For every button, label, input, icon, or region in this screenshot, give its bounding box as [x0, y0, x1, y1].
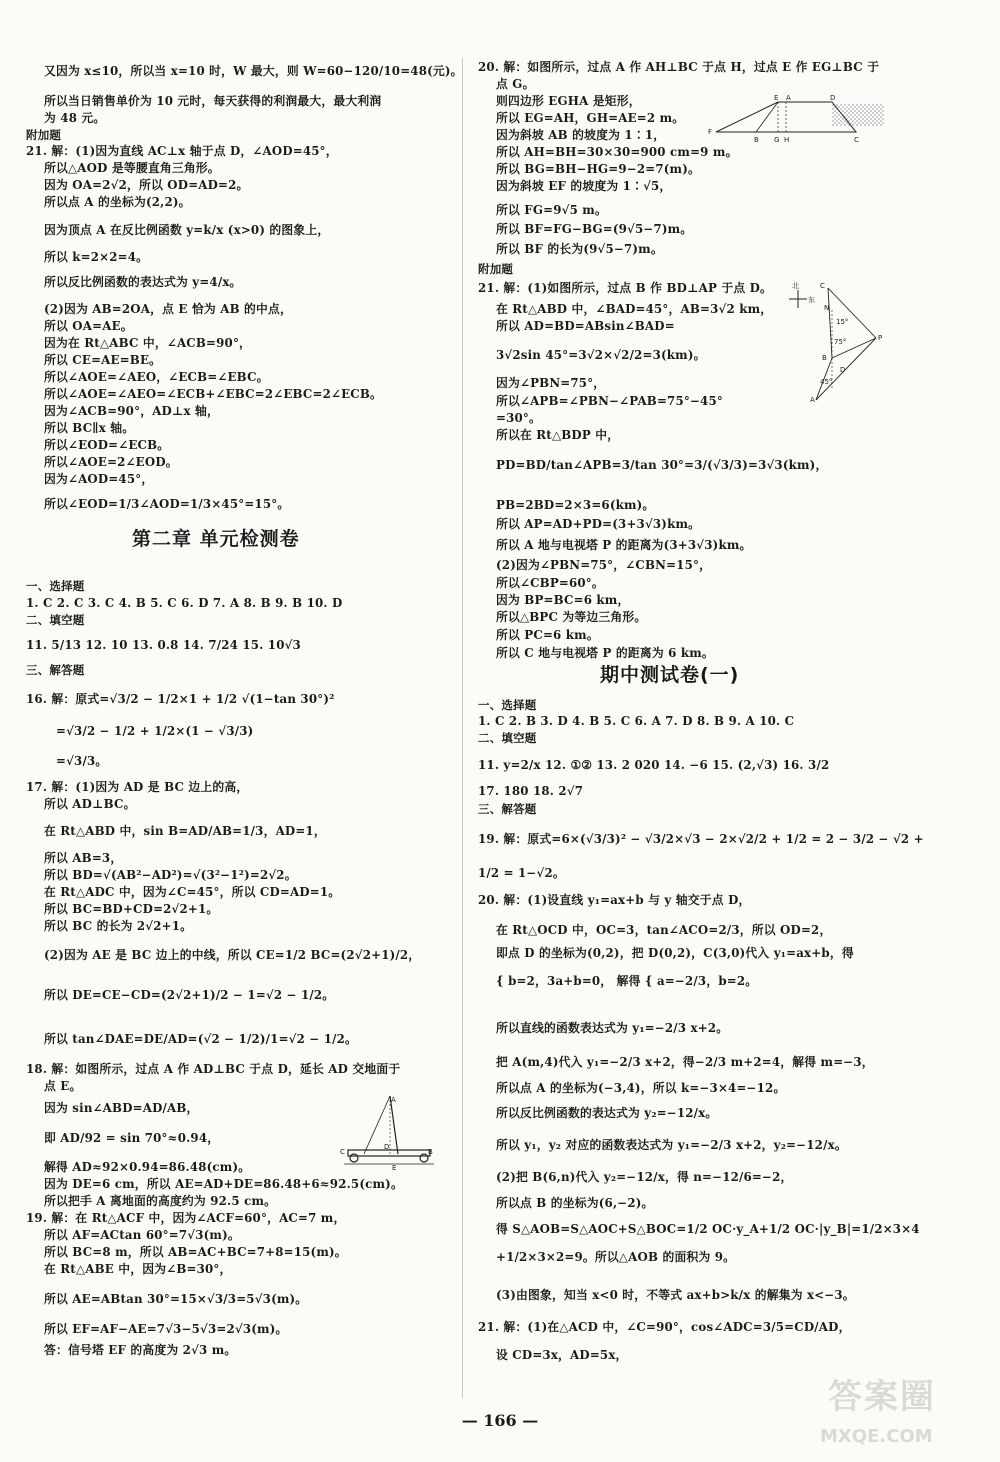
left-text-line: 1. C 2. C 3. C 4. B 5. C 6. D 7. A 8. B 9. B 10. D — [26, 596, 343, 610]
left-text-line: =√3/2 − 1/2 + 1/2×(1 − √3/3) — [56, 724, 254, 738]
compass-label-north: 北 — [792, 282, 799, 290]
compass-angle-45: 45° — [820, 378, 833, 386]
right-text-line: 20. 解：(1)设直线 y₁=ax+b 与 y 轴交于点 D， — [478, 893, 751, 907]
left-section-title: 一、选择题 — [26, 579, 85, 593]
right-text-line: =30°。 — [496, 411, 541, 425]
right-text-line: 19. 解：原式=6×(√3/3)² − √3/2×√3 − 2×√2/2 + 1/2 = 2 − 3/2 − √2 + — [478, 832, 924, 846]
compass-label-east: 东 — [808, 296, 815, 304]
right-text-line: 所以直线的函数表达式为 y₁=−2/3 x+2。 — [496, 1021, 729, 1035]
stroller-label-c: C — [340, 1148, 345, 1156]
left-text-line: 又因为 x≤10，所以当 x=10 时，W 最大，则 W=60−120/10=48(元)。 — [44, 64, 463, 78]
right-text-line: { b=2，3a+b=0， 解得 { a=−2/3，b=2。 — [496, 974, 758, 988]
right-text-line: 所以∠CBP=60°。 — [496, 576, 604, 590]
chapter-two-heading: 第二章 单元检测卷 — [132, 528, 300, 550]
right-text-line: 所以 FG=9√5 m。 — [496, 203, 607, 217]
left-text-line: 点 E。 — [44, 1079, 82, 1093]
left-text-line: 所以∠AOE=2∠EOD。 — [44, 455, 178, 469]
left-text-line: 所以 BC=8 m，所以 AB=AC+BC=7+8=15(m)。 — [44, 1245, 347, 1259]
slope-label-h: H — [784, 136, 790, 144]
left-text-line: 所以 EF=AF−AE=7√3−5√3=2√3(m)。 — [44, 1322, 288, 1336]
compass-angle-75: 75° — [834, 338, 847, 346]
right-text-line: 设 CD=3x，AD=5x， — [496, 1348, 628, 1362]
right-text-line: 所以 C 地与电视塔 P 的距离为 6 km。 — [496, 646, 714, 660]
slope-label-b: B — [754, 136, 759, 144]
right-text-line: 则四边形 EGHA 是矩形， — [496, 94, 641, 108]
watermark-title: 答案圈 — [828, 1377, 936, 1417]
right-text-line: 因为斜坡 AB 的坡度为 1∶1， — [496, 128, 666, 142]
left-text-line: 所以 BC=BD+CD=2√2+1。 — [44, 902, 219, 916]
compass-label-d: D — [840, 366, 846, 374]
right-text-line: (2)把 B(6,n)代入 y₂=−12/x，得 n=−12/6=−2， — [496, 1170, 793, 1184]
right-text-line: 11. y=2/x 12. ①② 13. 2 020 14. −6 15. (2,√3) 16. 3/2 — [478, 758, 830, 772]
left-text-line: (2)因为 AB=2OA，点 E 恰为 AB 的中点， — [44, 302, 293, 316]
left-text-line: =√3/3。 — [56, 754, 108, 768]
left-text-line: 因为顶点 A 在反比例函数 y=k/x (x>0) 的图象上， — [44, 223, 330, 237]
left-text-line: 在 Rt△ABE 中，因为∠B=30°， — [44, 1262, 232, 1276]
left-text-line: 16. 解：原式=√3/2 − 1/2×1 + 1/2 √(1−tan 30°)² — [26, 692, 335, 706]
compass-figure — [786, 280, 892, 404]
left-text-line: 所以 CE=AE=BE。 — [44, 353, 162, 367]
right-text-line: +1/2×3×2=9。所以△AOB 的面积为 9。 — [496, 1250, 736, 1264]
right-text-line: 在 Rt△ABD 中，∠BAD=45°，AB=3√2 km， — [496, 302, 773, 316]
compass-label-p: P — [878, 334, 883, 342]
right-text-line: 所以∠APB=∠PBN−∠PAB=75°−45° — [496, 394, 723, 408]
right-text-line: 因为斜坡 EF 的坡度为 1∶√5， — [496, 179, 672, 193]
left-text-line: 所以反比例函数的表达式为 y=4/x。 — [44, 275, 242, 289]
slope-figure — [708, 92, 886, 144]
right-text-line: 因为∠PBN=75°， — [496, 376, 606, 390]
right-text-line: (3)由图象，知当 x<0 时，不等式 ax+b>k/x 的解集为 x<−3。 — [496, 1288, 855, 1302]
left-text-line: 因为在 Rt△ABC 中，∠ACB=90°， — [44, 336, 252, 350]
right-text-line: 17. 180 18. 2√7 — [478, 784, 584, 798]
left-text-line: 所以 k=2×2=4。 — [44, 250, 149, 264]
right-text-line: 所以反比例函数的表达式为 y₂=−12/x。 — [496, 1106, 718, 1120]
right-text-line: 3√2sin 45°=3√2×√2/2=3(km)。 — [496, 348, 706, 362]
right-text-line: (2)因为∠PBN=75°，∠CBN=15°， — [496, 558, 712, 572]
compass-label-n: N — [824, 304, 830, 312]
column-divider — [462, 58, 463, 1398]
left-text-line: 所以点 A 的坐标为(2,2)。 — [44, 195, 191, 209]
midterm-test-heading: 期中测试卷(一) — [600, 664, 740, 686]
stroller-label-a: A — [391, 1096, 396, 1104]
compass-label-c: C — [820, 282, 825, 290]
slope-label-g: G — [774, 136, 780, 144]
left-text-line: 因为∠AOD=45°， — [44, 472, 154, 486]
stroller-figure — [340, 1094, 436, 1170]
right-text-line: 所以 PC=6 km。 — [496, 628, 599, 642]
left-section-title: 三、解答题 — [26, 663, 85, 677]
left-text-line: 所以 AF=ACtan 60°=7√3(m)。 — [44, 1228, 240, 1242]
right-text-line: 所以 y₁，y₂ 对应的函数表达式为 y₁=−2/3 x+2，y₂=−12/x。 — [496, 1138, 847, 1152]
left-text-line: 所以∠AOE=∠AEO=∠ECB+∠EBC=2∠EBC=2∠ECB。 — [44, 387, 383, 401]
right-section-title: 三、解答题 — [478, 802, 537, 816]
left-text-line: 所以∠AOE=∠AEO，∠ECB=∠EBC。 — [44, 370, 269, 384]
right-text-line: 所以在 Rt△BDP 中， — [496, 428, 620, 442]
left-text-line: 所以∠EOD=1/3∠AOD=1/3×45°=15°。 — [44, 497, 290, 511]
left-text-line: 17. 解：(1)因为 AD 是 BC 边上的高， — [26, 780, 249, 794]
watermark-url: MXQE.COM — [820, 1426, 933, 1447]
right-text-line: 1/2 = 1−√2。 — [478, 866, 565, 880]
left-text-line: 所以 AB=3， — [44, 851, 123, 865]
left-text-line: 21. 解：(1)因为直线 AC⊥x 轴于点 D，∠AOD=45°， — [26, 144, 338, 158]
right-text-line: 所以 EG=AH，GH=AE=2 m。 — [496, 111, 685, 125]
right-text-line: 把 A(m,4)代入 y₁=−2/3 x+2，得−2/3 m+2=4，解得 m=−3， — [496, 1055, 874, 1069]
right-text-line: 所以 AH=BH=30×30=900 cm=9 m。 — [496, 145, 738, 159]
left-section-title: 二、填空题 — [26, 613, 85, 627]
right-text-line: 因为 BP=BC=6 km， — [496, 593, 630, 607]
left-text-line: 所以把手 A 离地面的高度约为 92.5 cm。 — [44, 1194, 277, 1208]
right-text-line: 点 G。 — [496, 77, 535, 91]
left-text-line: 所以△AOD 是等腰直角三角形。 — [44, 161, 220, 175]
left-text-line: 所以 AD⊥BC。 — [44, 797, 136, 811]
left-text-line: 在 Rt△ABD 中，sin B=AD/AB=1/3，AD=1， — [44, 824, 326, 838]
left-text-line: 所以 AE=ABtan 30°=15×√3/3=5√3(m)。 — [44, 1292, 308, 1306]
left-section-title: 附加题 — [26, 128, 62, 142]
left-text-line: 所以当日销售单价为 10 元时，每天获得的利润最大，最大利润 — [44, 94, 382, 108]
left-text-line: 解得 AD≈92×0.94=86.48(cm)。 — [44, 1160, 251, 1174]
right-text-line: 21. 解：(1)在△ACD 中，∠C=90°，cos∠ADC=3/5=CD/AD， — [478, 1320, 851, 1334]
left-text-line: (2)因为 AE 是 BC 边上的中线，所以 CE=1/2 BC=(2√2+1)/2， — [44, 948, 421, 962]
left-text-line: 18. 解：如图所示，过点 A 作 AD⊥BC 于点 D，延长 AD 交地面于 — [26, 1062, 401, 1076]
left-text-line: 所以 DE=CE−CD=(2√2+1)/2 − 1=√2 − 1/2。 — [44, 988, 335, 1002]
right-text-line: 所以 A 地与电视塔 P 的距离为(3+3√3)km。 — [496, 538, 752, 552]
left-text-line: 因为 OA=2√2，所以 OD=AD=2。 — [44, 178, 249, 192]
right-text-line: PD=BD/tan∠APB=3/tan 30°=3/(√3/3)=3√3(km)， — [496, 458, 828, 472]
left-text-line: 因为 DE=6 cm，所以 AE=AD+DE=86.48+6≈92.5(cm)。 — [44, 1177, 403, 1191]
right-text-line: 即点 D 的坐标为(0,2)，把 D(0,2)，C(3,0)代入 y₁=ax+b，得 — [496, 946, 854, 960]
stroller-label-b: B — [428, 1148, 433, 1156]
compass-label-b: B — [822, 354, 827, 362]
left-text-line: 因为∠ACB=90°，AD⊥x 轴， — [44, 404, 220, 418]
slope-label-e: E — [774, 94, 779, 102]
left-text-line: 11. 5/13 12. 10 13. 0.8 14. 7/24 15. 10√3 — [26, 638, 301, 652]
right-text-line: 在 Rt△OCD 中，OC=3，tan∠ACO=2/3，所以 OD=2， — [496, 923, 832, 937]
left-text-line: 19. 解：在 Rt△ACF 中，因为∠ACF=60°，AC=7 m， — [26, 1211, 346, 1225]
right-text-line: 1. C 2. B 3. D 4. B 5. C 6. A 7. D 8. B 9. A 10. C — [478, 714, 795, 728]
right-text-line: 所以 BF=FG−BG=(9√5−7)m。 — [496, 222, 693, 236]
left-text-line: 所以 BC 的长为 2√2+1。 — [44, 919, 193, 933]
right-text-line: 所以 BG=BH−HG=9−2=7(m)。 — [496, 162, 700, 176]
left-text-line: 在 Rt△ADC 中，因为∠C=45°，所以 CD=AD=1。 — [44, 885, 341, 899]
right-text-line: 所以 AD=BD=ABsin∠BAD= — [496, 319, 675, 333]
right-text-line: 得 S△AOB=S△AOC+S△BOC=1/2 OC·y_A+1/2 OC·|y_B|=1/2×3×4 — [496, 1222, 920, 1236]
right-text-line: 所以△BPC 为等边三角形。 — [496, 610, 647, 624]
right-text-line: 21. 解：(1)如图所示，过点 B 作 BD⊥AP 于点 D。 — [478, 281, 773, 295]
left-text-line: 所以 BC∥x 轴。 — [44, 421, 135, 435]
stroller-label-d: D — [384, 1143, 390, 1151]
stroller-label-e: E — [392, 1164, 397, 1170]
left-text-line: 即 AD/92 = sin 70°≈0.94， — [44, 1131, 220, 1145]
compass-label-a: A — [810, 396, 815, 404]
left-text-line: 答：信号塔 EF 的高度为 2√3 m。 — [44, 1343, 237, 1357]
right-section-title: 一、选择题 — [478, 698, 537, 712]
right-text-line: PB=2BD=2×3=6(km)。 — [496, 498, 655, 512]
right-text-line: 所以点 A 的坐标为(−3,4)，所以 k=−3×4=−12。 — [496, 1081, 786, 1095]
slope-label-f: F — [708, 128, 713, 136]
left-text-line: 所以 OA=AE。 — [44, 319, 133, 333]
slope-label-d: D — [830, 94, 836, 102]
right-text-line: 20. 解：如图所示，过点 A 作 AH⊥BC 于点 H，过点 E 作 EG⊥BC 于 — [478, 60, 880, 74]
page-number: — 166 — — [461, 1411, 539, 1430]
left-text-line: 所以 BD=√(AB²−AD²)=√(3²−1²)=2√2。 — [44, 868, 297, 882]
right-section-title: 附加题 — [478, 262, 514, 276]
right-text-line: 所以点 B 的坐标为(6,−2)。 — [496, 1196, 654, 1210]
slope-label-c: C — [854, 136, 859, 144]
left-text-line: 为 48 元。 — [44, 111, 106, 125]
right-section-title: 二、填空题 — [478, 731, 537, 745]
site-watermark — [810, 1377, 980, 1454]
left-text-line: 所以 tan∠DAE=DE/AD=(√2 − 1/2)/1=√2 − 1/2。 — [44, 1032, 358, 1046]
compass-angle-15: 15° — [836, 318, 849, 326]
right-text-line: 所以 AP=AD+PD=(3+3√3)km。 — [496, 517, 701, 531]
slope-label-a: A — [786, 94, 791, 102]
right-text-line: 所以 BF 的长为(9√5−7)m。 — [496, 242, 663, 256]
left-text-line: 所以∠EOD=∠ECB。 — [44, 438, 170, 452]
left-text-line: 因为 sin∠ABD=AD/AB， — [44, 1101, 199, 1115]
